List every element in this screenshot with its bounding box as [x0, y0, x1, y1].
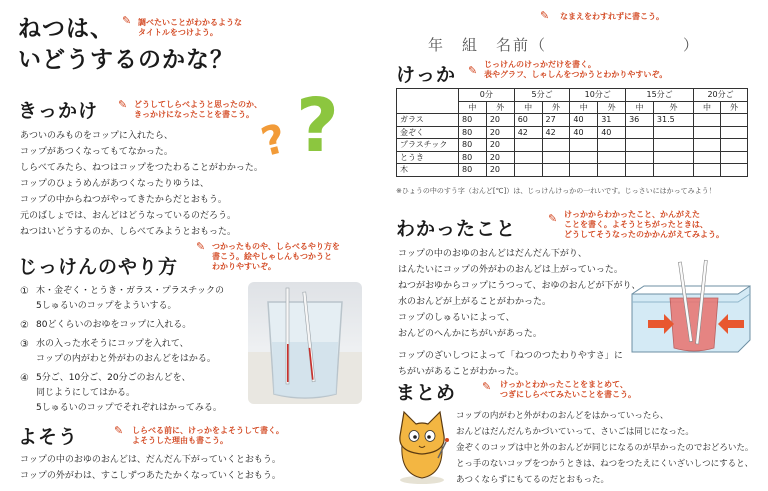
wakatta-heading: わかったこと	[396, 218, 517, 240]
kekka-heading: けっか	[396, 64, 457, 86]
title-note: 調べたいことがわかるような タイトルをつけよう。	[138, 18, 242, 37]
experiment-photo	[248, 282, 362, 404]
kikkake-body: あついのみものをコップに入れたら、 コップがあつくなってもてなかった。 しらべてみたら、ねつはコップをつたわることがわかった。 コップのひょうめんがあつくなったりゆうは、 コップの中からねつがやってきたからだとおもう。 元のばしょでは、おんどはどうなっているのだろう。 ねつはいどうするのか、しらべてみようとおもった。	[20, 131, 263, 237]
table-row: 木 80 20	[397, 164, 748, 177]
title-line-1: ねつは、	[18, 16, 114, 42]
swirl-icon: ✎	[196, 240, 206, 253]
table-row: とうき 80 20	[397, 151, 748, 164]
wakatta-note: けっかからわかったこと、かんがえた ことを書く。よそうとちがったときは、 どうしてそうなったのかかんがえてみよう。	[564, 210, 724, 239]
matome-heading: まとめ	[396, 382, 457, 404]
name-note: なまえをわすれずに書こう。	[560, 12, 664, 21]
yosou-heading: よそう	[18, 426, 79, 448]
cat-mascot-illustration	[392, 406, 452, 486]
swirl-icon: ✎	[118, 98, 128, 111]
kikkake-note: どうしてしらべようと思ったのか、 きっかけになったことを書こう。	[134, 100, 262, 119]
table-row: プラスチック 80 20	[397, 139, 748, 152]
swirl-icon: ✎	[540, 9, 550, 22]
swirl-icon: ✎	[122, 14, 132, 27]
table-subheader-row: 中 外 中 外 中 外 中 外 中 外	[397, 101, 748, 114]
swirl-icon: ✎	[468, 64, 478, 77]
kikkake-heading: きっかけ	[18, 100, 99, 122]
yosou-note: しらべる前に、けっかをよそうして書く。 よそうした理由も書こう。	[132, 426, 284, 445]
step-3: ③ 水の入った水そうにコップを入れて、 コップの内がわと外がわのおんどをはかる。	[20, 339, 216, 364]
jikken-note: つかったものや、しらべるやり方を 書こう。絵やしゃしんもつかうと わかりやすいぞ。	[212, 242, 340, 271]
jikken-steps	[20, 284, 224, 420]
wakatta-body: コップの中のおゆのおんどはだんだん下がり、 はんたいにコップの外がわのおんどは上がっていった。 ねつがおゆからコップにうつって、おゆのおんどが下がり、 水のおんどが上がることがわかった。 コップのしゅるいによって、 おんどのへんかにちがいがあった。 コップのざいしつによって「ねつのつたわりやすさ」に ちがいがあることがわかった。	[398, 249, 641, 377]
step-2: ② 80どくらいのおゆをコップに入れる。	[20, 320, 192, 331]
matome-note: けっかとわかったことをまとめて、 つぎにしらべてみたいことを書こう。	[500, 380, 636, 399]
table-row: ガラス 80 20 60 27 40 31 36 31.5	[397, 114, 748, 127]
kekka-note: じっけんのけっかだけを書く。 表やグラフ、しゃしんをつかうとわかりやすいぞ。	[484, 60, 668, 79]
question-mark-green-icon: ?	[296, 83, 339, 169]
title-line-2: いどうするのかな？	[18, 47, 234, 73]
yosou-body: コップの中のおゆのおんどは、だんだん下がっていくとおもう。 コップの外がわは、すこしずつあたたかくなっていくとおもう。	[20, 455, 281, 481]
step-1: ① 木・金ぞく・とうき・ガラス・プラスチックの 5しゅるいのコップをよういする。	[20, 286, 225, 311]
jikken-heading: じっけんのやり方	[18, 256, 179, 278]
name-line: 年 組 名前（ ）	[428, 36, 701, 54]
table-header-row: 0分 5分ご 10分ご 15分ご 20分ご	[397, 89, 748, 102]
question-mark-orange-icon: ?	[256, 115, 291, 167]
results-table	[396, 88, 748, 177]
swirl-icon: ✎	[548, 212, 558, 225]
swirl-icon: ✎	[114, 424, 124, 437]
matome-body: コップの内がわと外がわのおんどをはかっていったら、 おんどはだんだんちかづいていって、さいごは同じになった。 金ぞくのコップは中と外のおんどが同じになるのが早かったのでおどろいた。 とっ手のないコップをつかうときは、ねつをつたえにくいざいしつにすると、 あつくならずにもてるのだとおもった。	[456, 411, 754, 485]
water-tank-illustration	[626, 258, 756, 358]
table-row: 金ぞく 80 20 42 42 40 40	[397, 126, 748, 139]
swirl-icon: ✎	[482, 380, 492, 393]
table-footnote: ※ひょうの中のすう字（おんど[℃]）は、じっけんけっかの一れいです。じっさいにはかってみよう！	[396, 187, 716, 195]
step-4: ④ 5分ご、10分ご、20分ごのおんどを、 同じようにしてはかる。 5しゅるいのコップでそれぞれはかってみる。	[20, 373, 222, 413]
